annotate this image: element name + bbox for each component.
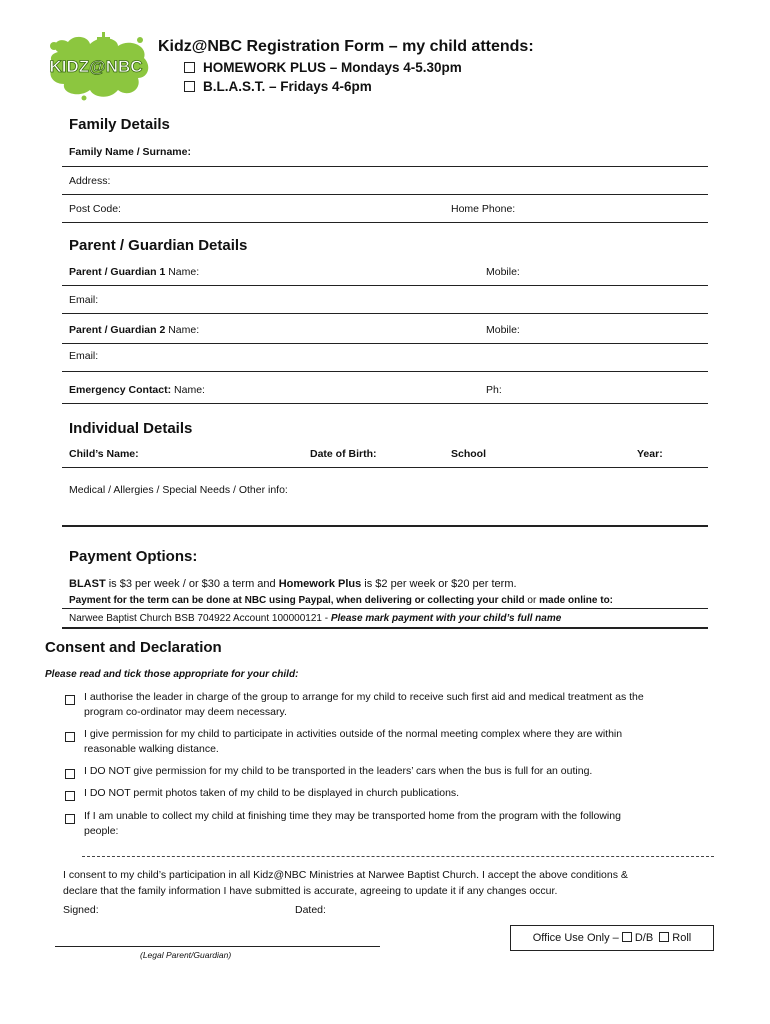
home-phone-label: Home Phone: (451, 203, 516, 215)
checkbox-icon[interactable] (65, 769, 75, 779)
divider (62, 222, 708, 223)
divider (62, 403, 708, 404)
consent-checkbox-1[interactable] (65, 692, 81, 710)
office-use-label: Office Use Only – (532, 932, 619, 944)
checkbox-icon[interactable] (184, 62, 195, 73)
family-details-heading: Family Details (69, 116, 170, 133)
divider (62, 313, 708, 314)
option-blast[interactable]: B.L.A.S.T. – Fridays 4-6pm (184, 79, 372, 94)
dated-label: Dated: (295, 904, 326, 916)
divider (62, 627, 708, 629)
consent-checkbox-5[interactable] (65, 811, 81, 829)
declaration-text: I consent to my child’s participation in all Kidz@NBC Ministries at Narwee Baptist Church. I accept the above conditions & declare that the family information I have submitted is accurate, agreeing to update it if any changes occur. (63, 869, 628, 897)
pickup-people-line[interactable] (82, 856, 714, 857)
consent-item-5: If I am unable to collect my child at finishing time they may be transported home from the program with the following people: (84, 810, 621, 837)
family-name-label: Family Name / Surname: (69, 146, 191, 158)
signature-line[interactable] (55, 946, 380, 947)
consent-item-2: I give permission for my child to participate in activities outside of the normal meeting complex where they are within reasonable walking distance. (84, 728, 623, 755)
individual-details-heading: Individual Details (69, 420, 193, 437)
emergency-ph-label: Ph: (486, 384, 502, 396)
consent-heading: Consent and Declaration (45, 639, 222, 656)
bank-details: Narwee Baptist Church BSB 704922 Account 100000121 - Please mark payment with your child’s full name (69, 613, 562, 624)
postcode-label: Post Code: (69, 203, 121, 215)
office-db-label: D/B (634, 932, 654, 944)
consent-item-1: I authorise the leader in charge of the group to arrange for my child to receive such first aid and medical treatment as the program co-ordinator may deem necessary. (84, 691, 644, 718)
signed-label: Signed: (63, 904, 99, 916)
payment-heading: Payment Options: (69, 548, 198, 565)
parent-1-email-label: Email: (69, 294, 99, 306)
divider (62, 467, 708, 468)
divider (62, 525, 708, 527)
checkbox-icon[interactable] (65, 732, 75, 742)
checkbox-icon[interactable] (65, 695, 75, 705)
dob-label: Date of Birth: (310, 448, 377, 460)
child-name-label: Child’s Name: (69, 448, 139, 460)
divider (62, 608, 708, 609)
address-label: Address: (69, 175, 111, 187)
kidz-nbc-logo (44, 32, 152, 102)
divider (62, 343, 708, 344)
school-label: School (451, 448, 487, 460)
year-label: Year: (637, 448, 663, 460)
divider (62, 371, 708, 372)
consent-checkbox-3[interactable] (65, 766, 81, 784)
parent-details-heading: Parent / Guardian Details (69, 237, 248, 254)
parent-2-email-label: Email: (69, 350, 99, 362)
checkbox-icon[interactable] (65, 814, 75, 824)
office-use-box (510, 925, 714, 951)
checkbox-icon[interactable] (65, 791, 75, 801)
parent-2-name-label: Parent / Guardian 2 Name: (69, 324, 200, 336)
payment-line-2: Payment for the term can be done at NBC using Paypal, when delivering or collecting your child or made online to: (69, 595, 614, 606)
consent-item-3: I DO NOT give permission for my child to be transported in the leaders’ cars when the bus is full for an outing. (84, 765, 593, 777)
consent-item-4: I DO NOT permit photos taken of my child to be displayed in church publications. (84, 787, 460, 799)
checkbox-icon[interactable] (184, 81, 195, 92)
option-homework-plus[interactable]: HOMEWORK PLUS – Mondays 4-5.30pm (184, 60, 462, 75)
consent-checkbox-2[interactable] (65, 729, 81, 747)
legal-guardian-caption: (Legal Parent/Guardian) (140, 950, 232, 960)
svg-text:KIDZ@NBC: KIDZ@NBC (49, 57, 143, 76)
checkbox-icon[interactable] (622, 932, 632, 942)
divider (62, 285, 708, 286)
office-roll-label: Roll (672, 932, 692, 944)
medical-label: Medical / Allergies / Special Needs / Other info: (69, 484, 288, 496)
emergency-contact-label: Emergency Contact: Name: (69, 384, 205, 396)
parent-1-mobile-label: Mobile: (486, 266, 520, 278)
checkbox-icon[interactable] (659, 932, 669, 942)
divider (62, 166, 708, 167)
parent-1-name-label: Parent / Guardian 1 Name: (69, 266, 200, 278)
consent-checkbox-4[interactable] (65, 788, 81, 806)
form-title: Kidz@NBC Registration Form – my child attends: (158, 38, 534, 55)
parent-2-mobile-label: Mobile: (486, 324, 520, 336)
divider (62, 194, 708, 195)
payment-line-1: BLAST is $3 per week / or $30 a term and Homework Plus is $2 per week or $20 per term. (69, 578, 517, 590)
consent-instruction: Please read and tick those appropriate for your child: (45, 669, 299, 680)
